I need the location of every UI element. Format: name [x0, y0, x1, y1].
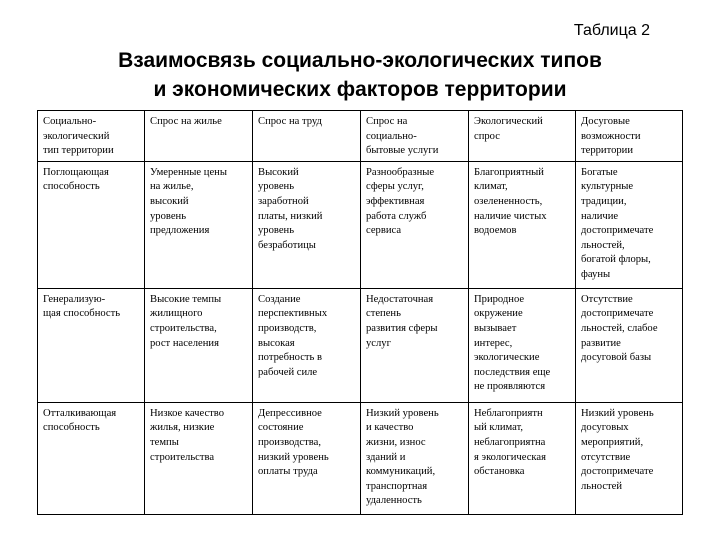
- table-cell: Высокий уровень заработной платы, низкий уровень безработицы: [253, 161, 361, 288]
- table-cell: Отталкивающая способность: [38, 402, 145, 514]
- title-line-1: Взаимосвязь социально-экологических типов: [118, 49, 602, 72]
- table-cell: Природное окружение вызывает интерес, экологические последствия еще не проявляются: [469, 288, 576, 402]
- header-cell-leisure: Досуговые возможности территории: [576, 111, 683, 162]
- table-row: [38, 288, 683, 402]
- table-cell: Низкое качество жилья, низкие темпы строительства: [145, 402, 253, 514]
- table-number-label: Таблица 2: [573, 22, 650, 39]
- header-cell-type: Социально- экологический тип территории: [38, 111, 145, 162]
- table-cell: Генерализую- щая способность: [38, 288, 145, 402]
- table-row: [38, 161, 683, 288]
- table-cell: Благоприятный климат, озелененность, наличие чистых водоемов: [469, 161, 576, 288]
- table-cell: Богатые культурные традиции, наличие достопримечате льностей, богатой флоры, фауны: [576, 161, 683, 288]
- header-cell-services: Спрос на социально- бытовые услуги: [361, 111, 469, 162]
- title-line-2: и экономических факторов территории: [153, 78, 567, 101]
- table-cell: Поглощающая способность: [38, 161, 145, 288]
- header-cell-labor: Спрос на труд: [253, 111, 361, 162]
- table-cell: Высокие темпы жилищного строительства, рост населения: [145, 288, 253, 402]
- slide-title: [0, 46, 720, 104]
- table-cell: Низкий уровень и качество жизни, износ зданий и коммуникаций, транспортная удаленность: [361, 402, 469, 514]
- table-cell: Недостаточная степень развития сферы услуг: [361, 288, 469, 402]
- table-cell: Разнообразные сферы услуг, эффективная работа служб сервиса: [361, 161, 469, 288]
- header-cell-housing: Спрос на жилье: [145, 111, 253, 162]
- table-cell: Отсутствие достопримечате льностей, слабое развитие досуговой базы: [576, 288, 683, 402]
- table-cell: Неблагоприятн ый климат, неблагоприятна я экологическая обстановка: [469, 402, 576, 514]
- table-cell: Низкий уровень досуговых мероприятий, отсутствие достопримечате льностей: [576, 402, 683, 514]
- table-header-row: [38, 111, 683, 162]
- relationship-table: [37, 110, 683, 515]
- table-cell: Создание перспективных производств, высокая потребность в рабочей силе: [253, 288, 361, 402]
- table-row: [38, 402, 683, 514]
- table-cell: Депрессивное состояние производства, низкий уровень оплаты труда: [253, 402, 361, 514]
- table-cell: Умеренные цены на жилье, высокий уровень предложения: [145, 161, 253, 288]
- header-cell-ecology: Экологический спрос: [469, 111, 576, 162]
